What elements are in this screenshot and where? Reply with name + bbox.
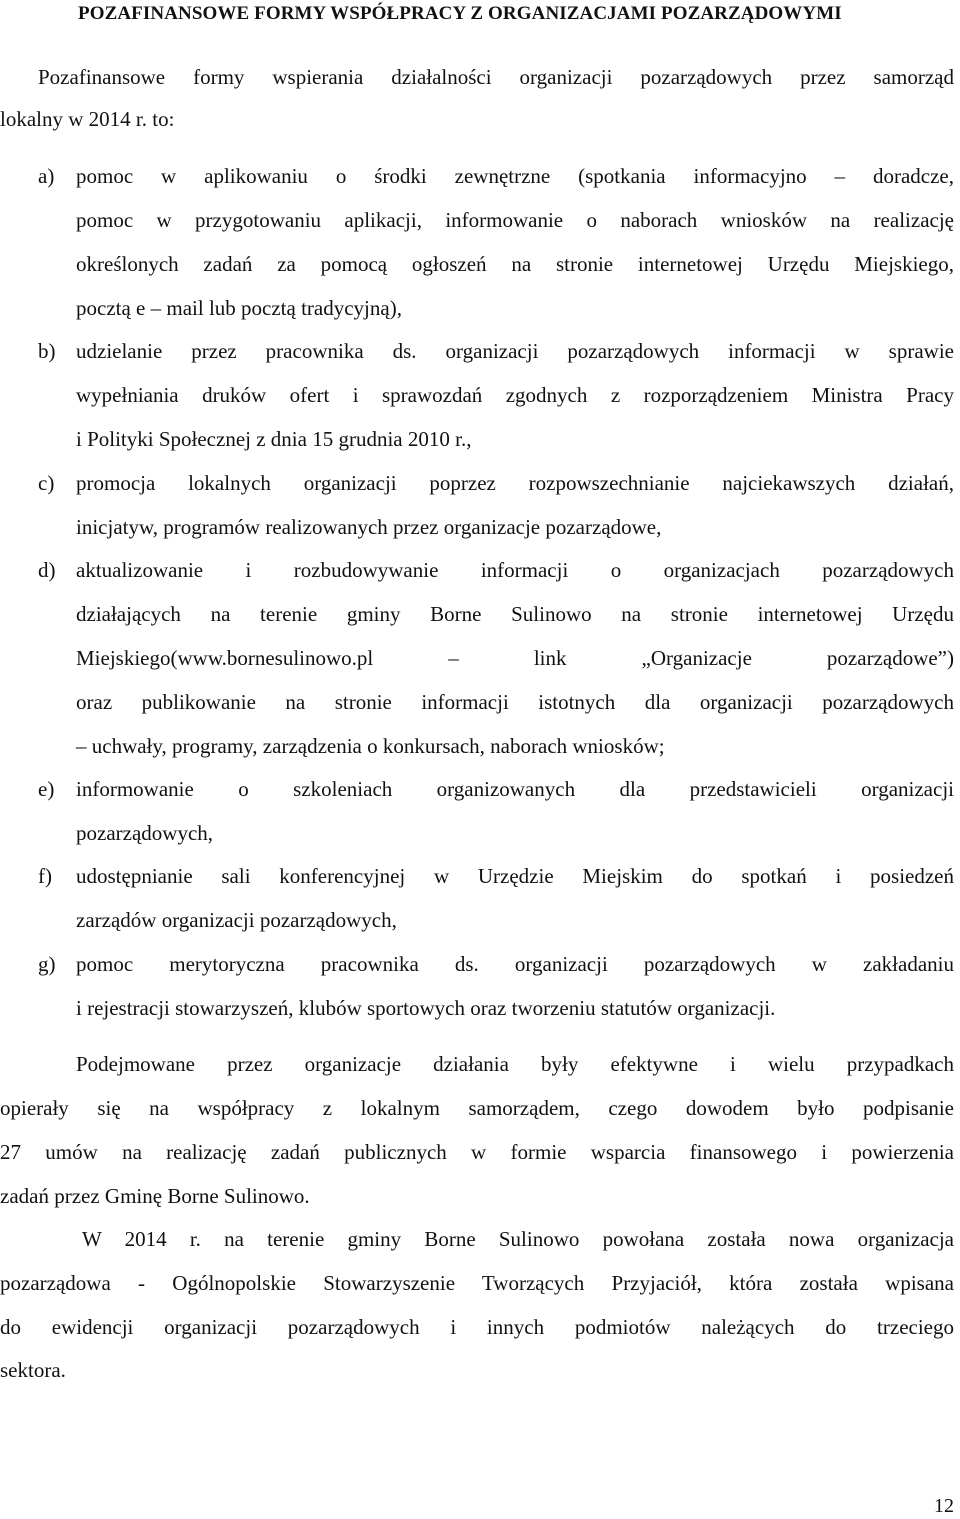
paragraph-2-line-1: W 2014 r. na terenie gminy Borne Sulinowo powołana została nowa organizacja [82,1227,954,1251]
list-item-f-line-1: udostępnianie sali konferencyjnej w Urzędzie Miejskim do spotkań i posiedzeń [76,864,954,888]
list-item-c-line-1: promocja lokalnych organizacji poprzez rozpowszechnianie najciekawszych działań, [76,471,954,495]
paragraph-1-line-1: Podejmowane przez organizacje działania były efektywne i wielu przypadkach [76,1052,954,1076]
list-item-d-line-1: aktualizowanie i rozbudowywanie informacji o organizacjach pozarządowych [76,558,954,582]
paragraph-1-line-3: 27 umów na realizację zadań publicznych w formie wsparcia finansowego i powierzenia [0,1140,954,1164]
list-marker-c: c) [38,471,55,495]
list-item-g-line-1: pomoc merytoryczna pracownika ds. organizacji pozarządowych w zakładaniu [76,952,954,976]
list-item-a-line-3: określonych zadań za pomocą ogłoszeń na stronie internetowej Urzędu Miejskiego, [76,252,954,276]
list-item-c-line-2: inicjatyw, programów realizowanych przez organizacje pozarządowe, [76,515,662,539]
list-item-a-line-1: pomoc w aplikowaniu o środki zewnętrzne (spotkania informacyjno – doradcze, [76,164,954,188]
list-marker-f: f) [38,864,52,888]
list-marker-d: d) [38,558,56,582]
paragraph-2-line-3: do ewidencji organizacji pozarządowych i innych podmiotów należących do trzeciego [0,1315,954,1339]
list-item-d-line-3: Miejskiego(www.bornesulinowo.pl – link „Organizacje pozarządowe”) [76,646,954,670]
paragraph-1-line-2: opierały się na współpracy z lokalnym samorządem, czego dowodem było podpisanie [0,1096,954,1120]
list-item-e-line-2: pozarządowych, [76,821,214,845]
list-item-a-line-4: pocztą e – mail lub pocztą tradycyjną), [76,296,402,320]
list-item-e-line-1: informowanie o szkoleniach organizowanych dla przedstawicieli organizacji [76,777,954,801]
intro-line-1: Pozafinansowe formy wspierania działalności organizacji pozarządowych przez samorząd [38,65,954,89]
list-item-d-line-2: działających na terenie gminy Borne Sulinowo na stronie internetowej Urzędu [76,602,954,626]
list-item-d-line-5: – uchwały, programy, zarządzenia o konkursach, naborach wniosków; [76,734,665,758]
list-marker-a: a) [38,164,55,188]
list-marker-e: e) [38,777,55,801]
paragraph-2-line-2: pozarządowa - Ogólnopolskie Stowarzyszenie Tworzących Przyjaciół, która została wpisana [0,1271,954,1295]
list-marker-g: g) [38,952,56,976]
list-marker-b: b) [38,339,56,363]
list-item-b-line-2: wypełniania druków ofert i sprawozdań zgodnych z rozporządzeniem Ministra Pracy [76,383,954,407]
page-number: 12 [934,1495,954,1517]
list-item-b-line-3: i Polityki Społecznej z dnia 15 grudnia 2010 r., [76,427,472,451]
list-item-d-line-4: oraz publikowanie na stronie informacji istotnych dla organizacji pozarządowych [76,690,954,714]
list-item-a-line-2: pomoc w przygotowaniu aplikacji, informowanie o naborach wniosków na realizację [76,208,954,232]
intro-line-2: lokalny w 2014 r. to: [0,107,175,131]
list-item-b-line-1: udzielanie przez pracownika ds. organizacji pozarządowych informacji w sprawie [76,339,954,363]
list-item-g-line-2: i rejestracji stowarzyszeń, klubów sportowych oraz tworzeniu statutów organizacji. [76,996,776,1020]
list-item-f-line-2: zarządów organizacji pozarządowych, [76,908,397,932]
page-title: POZAFINANSOWE FORMY WSPÓŁPRACY Z ORGANIZACJAMI POZARZĄDOWYMI [78,3,842,24]
paragraph-2-line-4: sektora. [0,1358,66,1382]
paragraph-1-line-4: zadań przez Gminę Borne Sulinowo. [0,1184,310,1208]
